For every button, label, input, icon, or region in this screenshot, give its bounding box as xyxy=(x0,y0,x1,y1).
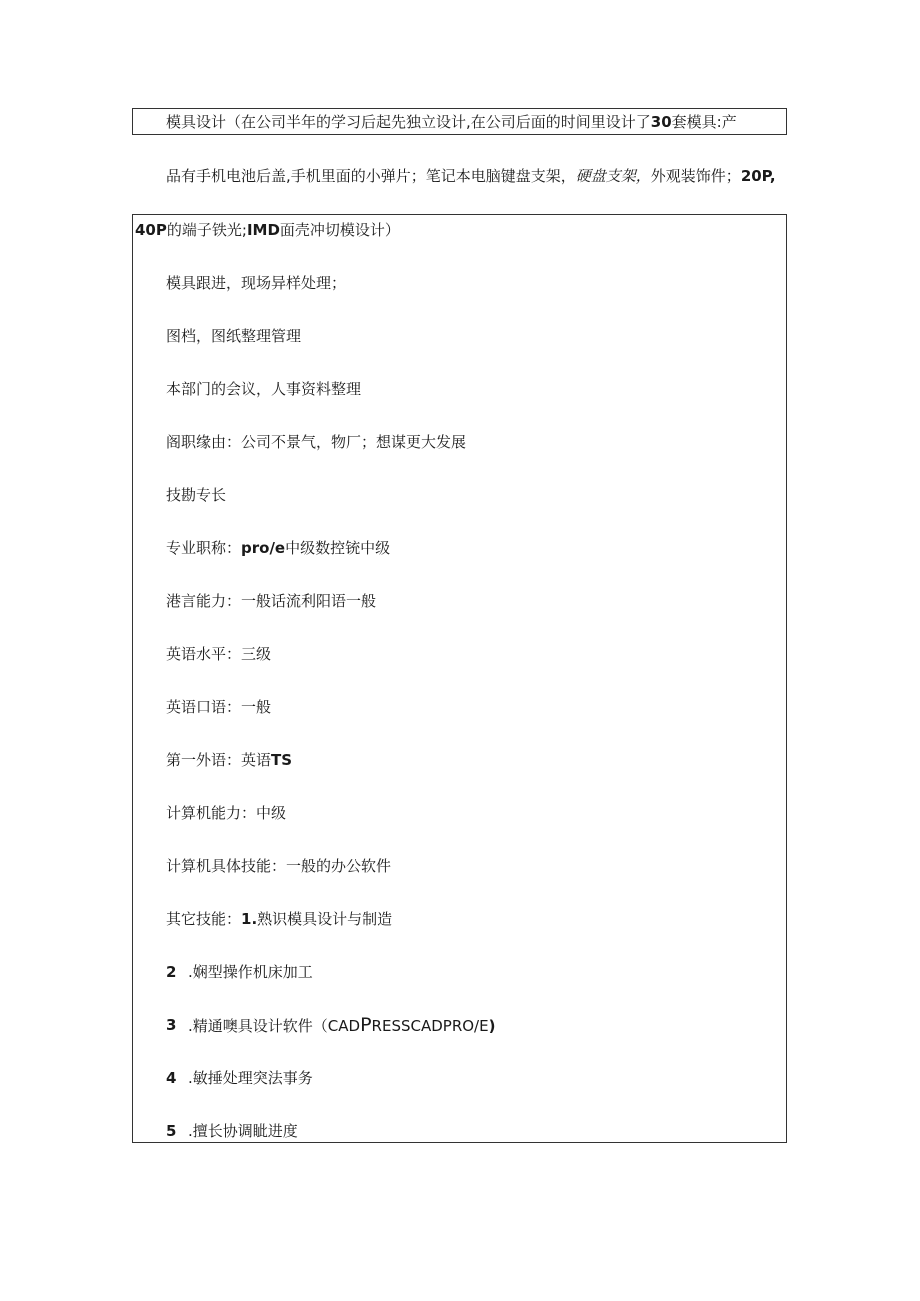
english-level: 英语水平：三级 xyxy=(166,645,272,663)
list-number: 5 xyxy=(166,1122,177,1140)
list-item: .擅长协调眦进度 xyxy=(188,1122,298,1140)
computer-ability: 计算机能力：中级 xyxy=(166,804,287,822)
main-box xyxy=(132,214,787,1143)
list-number: 2 xyxy=(166,963,177,981)
line-2: 品有手机电池后盖,手机里面的小弹片；笔记本电脑键盘支架，硬盘支架，外观装饰件；20P, xyxy=(166,167,776,185)
item-drawings: 图档，图纸整理管理 xyxy=(166,327,302,345)
computer-skills: 计算机具体技能：一般的办公软件 xyxy=(166,857,392,875)
item-followup: 模具跟进，现场异样处理； xyxy=(166,274,347,292)
list-item: .敏捶处理突法事务 xyxy=(188,1069,313,1087)
first-foreign-language: 第一外语：英语TS xyxy=(166,751,293,769)
item-leave-reason: 阁职缘由：公司不景气，物厂；想谋更大发展 xyxy=(166,433,467,451)
professional-title: 专业职称：pro/e中级数控铳中级 xyxy=(166,539,391,557)
english-oral: 英语口语：一般 xyxy=(166,698,272,716)
item-skills-heading: 技勘专长 xyxy=(166,486,227,504)
item-meetings: 本部门的会议，人事资料整理 xyxy=(166,380,362,398)
line-1: 模具设计（在公司半年的学习后起先独立设计,在公司后面的时间里设计了30套模具:产 xyxy=(166,113,737,131)
line-3: 40P的端子铁光;IMD面壳冲切模设计） xyxy=(135,221,400,239)
other-skills: 其它技能：1.熟识模具设计与制造 xyxy=(166,910,393,928)
list-number: 3 xyxy=(166,1016,177,1034)
list-item: .精通噢具设计软件（CADPRESSCADPRO/E) xyxy=(188,1014,496,1036)
dialect-ability: 港言能力：一般话流利阳语一般 xyxy=(166,592,377,610)
list-item: .娴型操作机床加工 xyxy=(188,963,313,981)
list-number: 4 xyxy=(166,1069,177,1087)
